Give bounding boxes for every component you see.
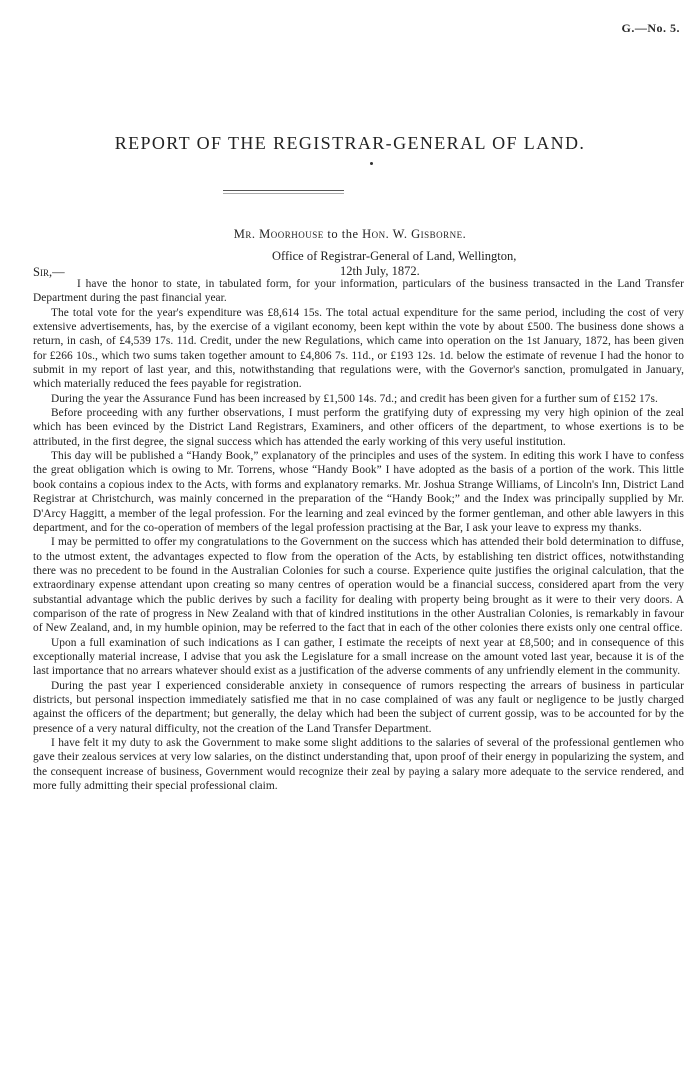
paragraph-arrears: During the past year I experienced considerable anxiety in consequence of rumors respecting the arrears of business in particular districts, but personal inspection immediately satisfied me that in no case complained of was any fault or negligence to be justly charged against the officers of the department; but generally, the delay which had been the subject of current gossip, was to be accounted for by the presence of a very natural difficulty, not the creation of the Land Transfer Department. [33,679,684,735]
paragraph-district-offices: I may be permitted to offer my congratulations to the Government on the success which has attended their bold determination to diffuse, to the utmost extent, the advantages expected to flow from the operation of the Acts, by establishing ten district offices, notwithstanding there was no precedent to be found in the Australian Colonies for such a course. Experience quite justifies the original calculation, that the extraordinary expense attendant upon creating so many centres of operation would be a financial success, considered apart from the very substantial advantage which the public derives by such a facility for dealing with property being brought as it were to their very doors. A comparison of the rate of progress in New Zealand with that of kindred institutions in the other Australian Colonies, is remarkably in favour of New Zealand, and, in my humble opinion, may be referred to the fact that in each of the other colonies there exists only one central office. [33,536,684,635]
page-number: G.—No. 5. [621,21,680,35]
letter-address [272,249,692,279]
paragraph-acknowledgement: Before proceeding with any further observations, I must perform the gratifying duty of expressing my very high opinion of the zeal which has been evinced by the District Land Registrars, Examiners, and other officers of the department, to whose exertions is to be attributed, in the first degree, the signal success which has attended the early working of this very useful institution. [33,407,684,448]
letter-connector: to the [327,227,359,241]
address-office: Office of Registrar-General of Land, Wellington, [272,249,517,263]
report-title: REPORT OF THE REGISTRAR-GENERAL OF LAND. [114,133,586,153]
address-date: 12th July, 1872. [340,264,420,278]
title-divider [223,190,344,194]
report-body [33,277,684,793]
title-ornament-dot [370,162,373,165]
letter-heading [0,227,700,242]
letter-recipient: Hon. W. Gisborne. [362,227,467,241]
paragraph-intro: I have the honor to state, in tabulated form, for your information, particulars of the business transacted in the Land Transfer Department during the past financial year. [33,278,684,305]
paragraph-handy-book: This day will be published a “Handy Book,” explanatory of the principles and uses of the system. In editing this work I have to confess the great obligation which is owing to Mr. Torrens, whose “Handy Book” I have adopted as the basis of a portion of the work. This little book contains a copious index to the Acts, with forms and explanatory remarks. Mr. Joshua Strange Williams, of Lincoln's Inn, District Land Registrar at Christchurch, was mainly concerned in the preparation of the “Handy Book;” and the Index was principally supplied by Mr. D'Arcy Haggitt, a member of the legal profession. For the learning and zeal evinced by the former gentleman, and other able lawyers in this department, and for the co-operation of members of the legal profession practising at the Bar, I ask your leave to express my thanks. [33,450,684,534]
paragraph-salaries: I have felt it my duty to ask the Government to make some slight additions to the salaries of several of the professional gentlemen who gave their zealous services at very low salaries, on the distinct understanding that, upon proof of their energy in popularizing the system, and the consequent increase of business, Government would recognize their zeal by paying a salary more adequate to the service rendered, and more fully admitting their special professional claim. [33,737,684,793]
paragraph-expenditure: The total vote for the year's expenditure was £8,614 15s. The total actual expenditure for the same period, including the cost of very extensive advertisements, has, by the exercise of a vigilant economy, been kept within the vote by about £500. The business done shows a return, in cash, of £4,539 17s. 11d. Credit, under the new Regulations, which came into operation on the 1st January, 1872, has been given for £266 10s., which two sums taken together amount to £4,806 7s. 11d., or £193 12s. 1d. below the estimate of revenue I had the honor to submit in my report of last year, and this, notwithstanding that regulations were, with the Governor's sanction, promulgated in January, which materially reduced the fees payable for registration. [33,306,684,391]
salutation: Sir,— [33,265,65,279]
letter-sender: Mr. Moorhouse [233,227,324,241]
paragraph-assurance-fund: During the year the Assurance Fund has been increased by £1,500 14s. 7d.; and credit has been given for a further sum of £152 17s. [51,392,658,405]
paragraph-estimate: Upon a full examination of such indications as I can gather, I estimate the receipts of next year at £8,500; and in consequence of this exceptionally material increase, I advise that you ask the Legislature for a small increase on the amount voted last year, because it is of the last importance that no arrears whatever should exist as a justification of the adverse comments of any unfriendly element in the community. [33,636,684,678]
